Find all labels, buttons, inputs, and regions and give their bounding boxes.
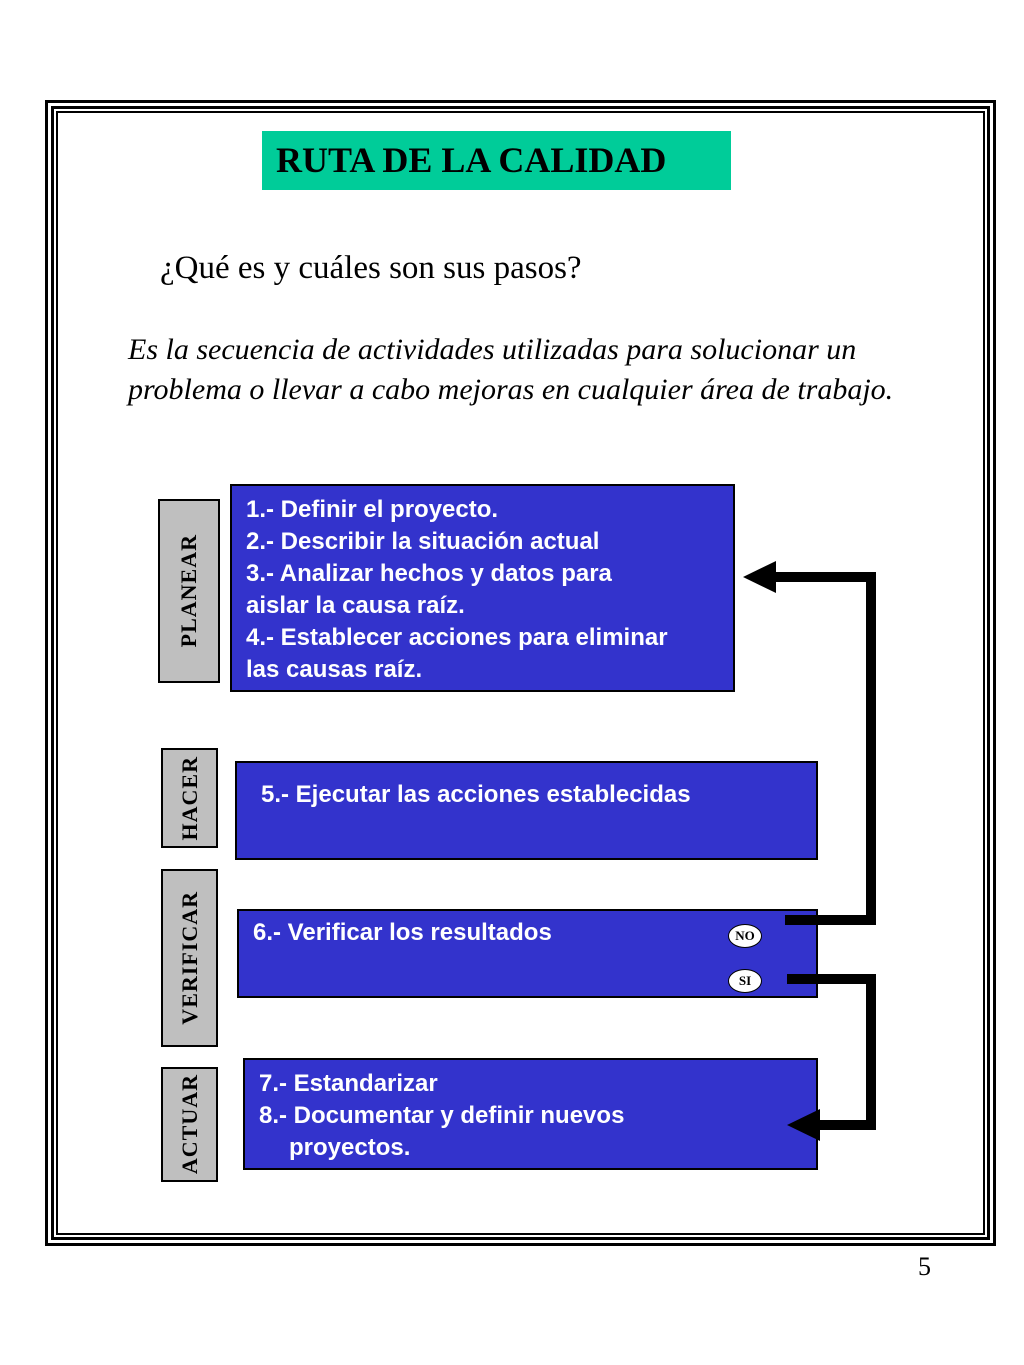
decision-no-badge: NO: [728, 924, 762, 948]
step-line: 3.- Analizar hechos y datos para: [246, 560, 612, 587]
subtitle-question: ¿Qué es y cuáles son sus pasos?: [160, 250, 582, 286]
phase-text-actuar: ACTUAR: [176, 1074, 202, 1175]
forward-arrow-si-line: [787, 979, 871, 1125]
feedback-arrow-no-head: [743, 561, 776, 593]
feedback-arrow-no-line: [768, 577, 871, 920]
definition-text: Es la secuencia de actividades utilizadas para solucionar un problema o llevar a cabo mejoras en cualquier área de trabajo.: [128, 333, 894, 406]
phase-text-planear: PLANEAR: [176, 534, 201, 648]
phase-text-hacer: HACER: [176, 755, 202, 841]
step-line: 6.- Verificar los resultados: [253, 919, 552, 946]
step-line: las causas raíz.: [246, 656, 423, 683]
page-title: RUTA DE LA CALIDAD: [262, 131, 731, 190]
step-line: 5.- Ejecutar las acciones establecidas: [261, 781, 691, 808]
step-line: 4.- Establecer acciones para eliminar: [246, 624, 668, 651]
phase-text-verificar: VERIFICAR: [176, 891, 202, 1025]
step-line: 2.- Describir la situación actual: [246, 528, 600, 555]
page-number: 5: [918, 1252, 931, 1281]
step-line: 7.- Estandarizar: [259, 1070, 438, 1097]
forward-arrow-si-head: [787, 1109, 820, 1141]
decision-si-badge: SI: [728, 969, 762, 993]
step-line: 8.- Documentar y definir nuevos: [259, 1102, 625, 1129]
step-line: 1.- Definir el proyecto.: [246, 496, 499, 523]
step-line: proyectos.: [289, 1134, 411, 1161]
step-line: aislar la causa raíz.: [246, 592, 465, 619]
